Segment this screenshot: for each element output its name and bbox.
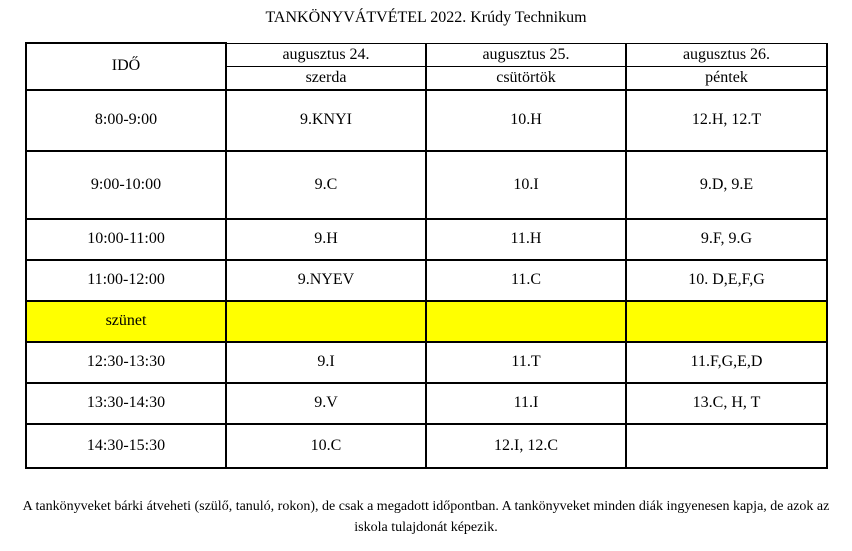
class-cell: 11.T <box>426 342 626 383</box>
class-cell: 9.I <box>226 342 426 383</box>
table-row <box>26 383 827 424</box>
break-cell <box>426 301 626 342</box>
break-cell <box>226 301 426 342</box>
class-cell: 11.F,G,E,D <box>626 342 827 383</box>
footnote: A tankönyveket bárki átveheti (szülő, tanuló, rokon), de csak a megadott időpontban. A tankönyveket minden diák ingyenesen kapja, de azok az iskola tulajdonát képezik. <box>22 499 830 535</box>
break-label: szünet <box>26 301 226 342</box>
date-header-1: augusztus 24. <box>226 43 426 66</box>
class-cell: 12.H, 12.T <box>626 90 827 151</box>
class-cell: 9.D, 9.E <box>626 151 827 219</box>
break-cell <box>626 301 827 342</box>
time-cell: 12:30-13:30 <box>26 342 226 383</box>
table-row <box>26 260 827 301</box>
weekday-header-2: csütörtök <box>426 66 626 90</box>
table-row <box>26 151 827 219</box>
time-cell: 13:30-14:30 <box>26 383 226 424</box>
class-cell: 10. D,E,F,G <box>626 260 827 301</box>
date-header-2: augusztus 25. <box>426 43 626 66</box>
class-cell: 10.H <box>426 90 626 151</box>
header-date-row <box>26 43 827 66</box>
class-cell: 9.V <box>226 383 426 424</box>
class-cell: 11.C <box>426 260 626 301</box>
class-cell <box>626 424 827 468</box>
class-cell: 9.KNYI <box>226 90 426 151</box>
time-cell: 9:00-10:00 <box>26 151 226 219</box>
break-row <box>26 301 827 342</box>
class-cell: 9.H <box>226 219 426 260</box>
time-cell: 14:30-15:30 <box>26 424 226 468</box>
schedule-table <box>25 42 828 469</box>
time-cell: 8:00-9:00 <box>26 90 226 151</box>
class-cell: 9.F, 9.G <box>626 219 827 260</box>
table-row <box>26 342 827 383</box>
page-title: TANKÖNYVÁTVÉTEL 2022. Krúdy Technikum <box>265 9 587 26</box>
table-row <box>26 424 827 468</box>
class-cell: 9.C <box>226 151 426 219</box>
table-row <box>26 219 827 260</box>
class-cell: 10.I <box>426 151 626 219</box>
time-cell: 11:00-12:00 <box>26 260 226 301</box>
weekday-header-1: szerda <box>226 66 426 90</box>
time-column-header: IDŐ <box>26 43 226 90</box>
weekday-header-3: péntek <box>626 66 827 90</box>
time-cell: 10:00-11:00 <box>26 219 226 260</box>
class-cell: 11.I <box>426 383 626 424</box>
date-header-3: augusztus 26. <box>626 43 827 66</box>
class-cell: 10.C <box>226 424 426 468</box>
table-row <box>26 90 827 151</box>
class-cell: 11.H <box>426 219 626 260</box>
class-cell: 12.I, 12.C <box>426 424 626 468</box>
class-cell: 9.NYEV <box>226 260 426 301</box>
class-cell: 13.C, H, T <box>626 383 827 424</box>
